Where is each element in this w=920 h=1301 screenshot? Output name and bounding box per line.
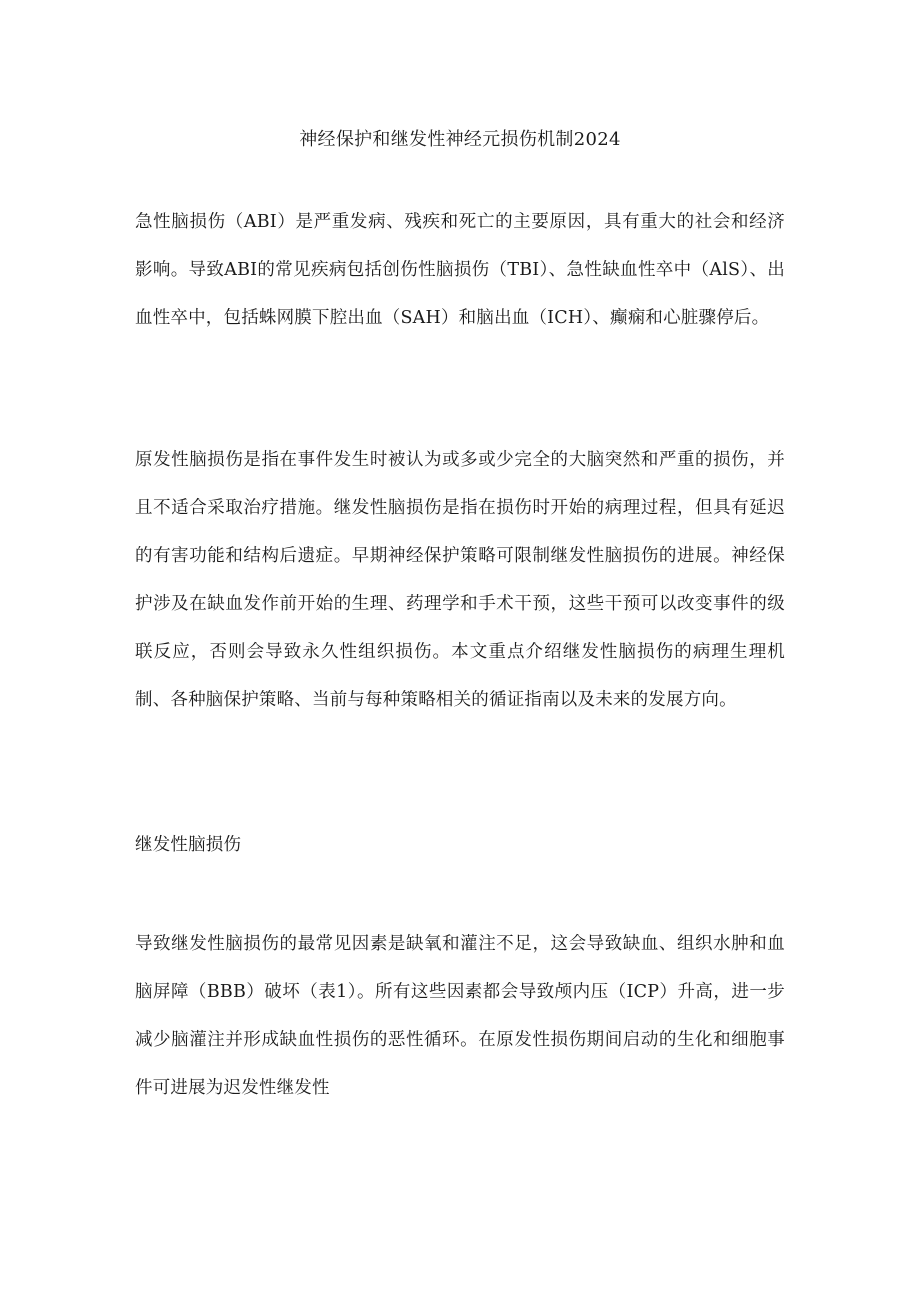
- document-title: 神经保护和继发性神经元损伤机制2024: [299, 129, 621, 150]
- primary-injury-paragraph: 原发性脑损伤是指在事件发生时被认为或多或少完全的大脑突然和严重的损伤，并且不适合采取治疗措施。继发性脑损伤是指在损伤时开始的病理过程，但具有延迟的有害功能和结构后遗症。早期神经保护策略可限制继发性脑损伤的进展。神经保护涉及在缺血发作前开始的生理、药理学和手术干预，这些干预可以改变事件的级联反应，否则会导致永久性组织损伤。本文重点介绍继发性脑损伤的病理生理机制、各种脑保护策略、当前与每种策略相关的循证指南以及未来的发展方向。: [135, 450, 785, 710]
- section-paragraph: 导致继发性脑损伤的最常见因素是缺氧和灌注不足，这会导致缺血、组织水肿和血脑屏障（BBB）破坏（表1）。所有这些因素都会导致颅内压（ICP）升高，进一步减少脑灌注并形成缺血性损伤的恶性循环。在原发性损伤期间启动的生化和细胞事件可进展为迟发性继发性: [135, 934, 785, 1098]
- intro-paragraph: 急性脑损伤（ABI）是严重发病、残疾和死亡的主要原因，具有重大的社会和经济影响。导致ABI的常见疾病包括创伤性脑损伤（TBI）、急性缺血性卒中（AlS）、出血性卒中，包括蛛网膜下腔出血（SAH）和脑出血（ICH）、癫痫和心脏骤停后。: [135, 212, 785, 328]
- section-heading: 继发性脑损伤: [135, 835, 242, 855]
